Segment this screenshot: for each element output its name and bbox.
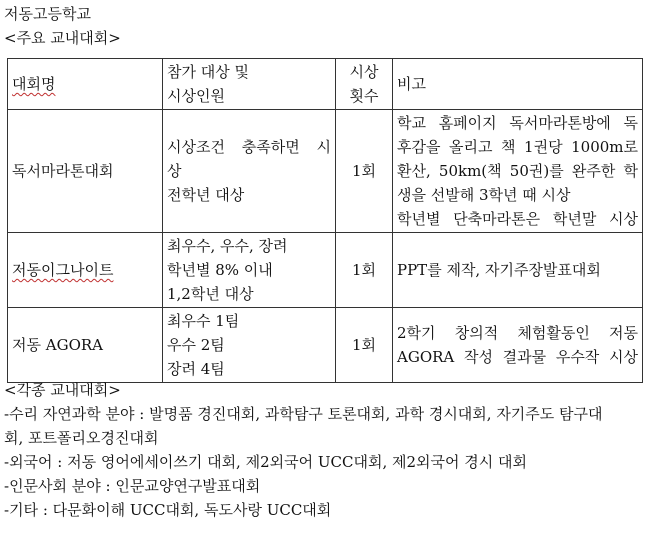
table-row [8,110,643,233]
contest-target: 시상조건 충족하면 시 상 전학년 대상 [163,110,336,233]
header-contest-name: 대회명 [8,59,163,110]
contest-note: 2학기 창의적 체험활동인 저동 AGORA 작성 결과물 우수작 시상 [393,308,643,383]
header-award-count: 시상 횟수 [336,59,393,110]
contest-category-line: 회, 포트폴리오경진대회 [4,429,159,447]
school-name: 저동고등학교 [4,5,91,23]
contest-category-line: -기타 : 다문화이해 UCC대회, 독도사랑 UCC대회 [4,501,332,519]
contest-category-line: -인문사회 분야 : 인문교양연구발표대회 [4,477,261,495]
major-contests-table [7,58,643,383]
header-target: 참가 대상 및 시상인원 [163,59,336,110]
section-title-major-contests: <주요 교내대회> [4,29,121,47]
contest-name: 독서마라톤대회 [8,110,163,233]
table-row [8,233,643,308]
contest-award-count: 1회 [336,110,393,233]
contest-target: 최우수 1팀 우수 2팀 장려 4팀 [163,308,336,383]
contest-note: 학교 홈페이지 독서마라톤방에 독 후감을 올리고 책 1권당 1000m로 환산, 50km(책 50권)를 완주한 학 생을 선발해 3학년 때 시상 학년별 단축마라톤은 학년말 시상 [393,110,643,233]
contest-target: 최우수, 우수, 장려 학년별 8% 이내 1,2학년 대상 [163,233,336,308]
contest-name: 저동 AGORA [8,308,163,383]
contest-award-count: 1회 [336,233,393,308]
contest-category-line: -수리 자연과학 분야 : 발명품 경진대회, 과학탐구 토론대회, 과학 경시대회, 자기주도 탐구대 [4,405,603,423]
section-title-other-contests: <각종 교내대회> [4,381,121,399]
table-header-row [8,59,643,110]
contest-category-line: -외국어 : 저동 영어에세이쓰기 대회, 제2외국어 UCC대회, 제2외국어 경시 대회 [4,453,527,471]
contest-award-count: 1회 [336,308,393,383]
table-row [8,308,643,383]
header-note: 비고 [393,59,643,110]
contest-note: PPT를 제작, 자기주장발표대회 [393,233,643,308]
other-contests-section [4,378,644,522]
contest-name: 저동이그나이트 [8,233,163,308]
